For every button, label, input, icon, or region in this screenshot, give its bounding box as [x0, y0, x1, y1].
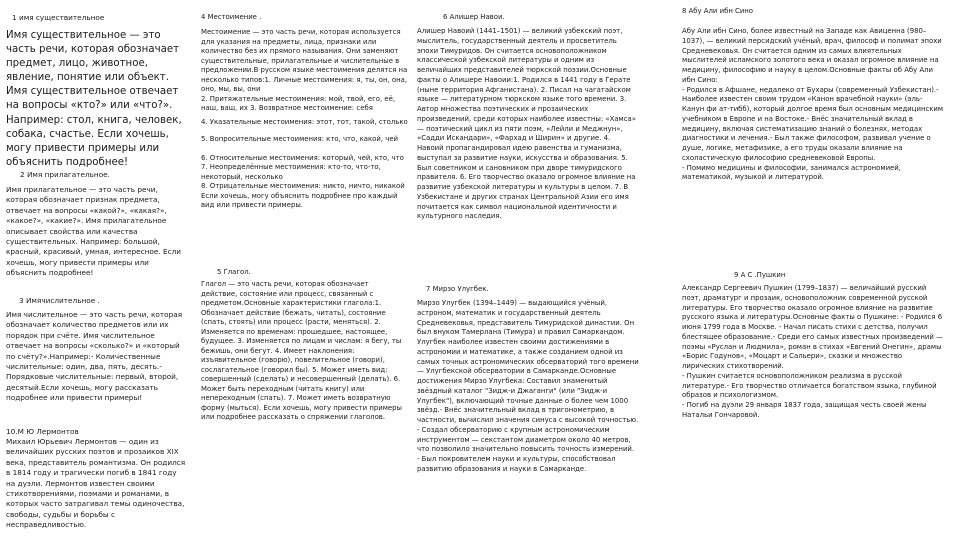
- section-body-adjective: Имя прилагательное — это часть речи, которая обозначает признак предмета, отвечает на вопросы «какой?», «какая?», «какое?», «какие?». Имя прилагательное описывает свойства или качества существительных. Например: большой, красный, красивый, умная, интересное. Если хочешь, могу привести примеры или объяснить подробнее!: [6, 185, 182, 278]
- section-title-adjective: 2 Имя прилагательное.: [20, 170, 110, 179]
- section-title-numeral: 3 Имячислительное .: [19, 296, 100, 305]
- section-body-navoi: Алишер Навоий (1441–1501) — великий узбекский поэт, мыслитель, государственный деятель и просветитель эпохи Тимуридов. Он считается основоположником классической узбекской литературы и одним из величайших представителей тюркской поэзии.Основные факты о Алишере Навоии:1. Родился в 1441 году в Герате (ныне территория Афганистана). 2. Писал на чагатайском языке — литературном тюркском языке того времени. 3. Автор множества поэтических и прозаических произведений, среди которых наиболее известны: «Хамса» — поэтический цикл из пяти поэм, «Лейли и Меджнун», «Садди Искандари», «Фархад и Ширин» и другие. 4. Навоий пропагандировал идею равенства и гуманизма, выступал за развитие науки, искусства и образования. 5. Был советником и сановником при дворе тимуридского правителя. 6. Его творчество оказало огромное влияние на развитие узбекской литературы и культуры в целом. 7. В Узбекистане и других странах Центральной Азии его имя почитается как символ национальной идентичности и культурного наследия.: [417, 27, 636, 221]
- section-body-pronoun: [201, 28, 409, 211]
- pronoun-line-8: 8. Отрицательные местоимения: никто, ничто, никакой: [201, 182, 405, 190]
- section-title-pushkin: 9 А С .Пушкин: [734, 271, 786, 279]
- section-title-noun: 1 имя существительное: [12, 13, 105, 22]
- avicenna-bullet-2: - Помимо медицины и философии, занимался астрономией, математикой, музыкой и литературой.: [682, 163, 901, 182]
- ulugbek-bullet-2: - Был покровителем науки и культуры, способствовал развитию образования и науки в Самарканде.: [417, 455, 616, 473]
- pronoun-closing: Если хочешь, могу объяснить подробнее про каждый вид или привести примеры.: [201, 191, 398, 209]
- section-title-verb: 5 Глагол.: [217, 268, 251, 276]
- section-title-ulugbek: 7 Мирзо Улугбек.: [426, 285, 489, 293]
- pushkin-bullet-1: - Пушкин считается основоположником реализма в русской литературе.- Его творчество отличается богатством языка, глубиной образов и психологизмом.: [682, 371, 937, 400]
- pronoun-line-5: 5. Вопросительные местоимения: кто, что, какой, чей: [201, 135, 399, 143]
- section-title-avicenna: 8 Абу Али ибн Сино: [682, 7, 754, 15]
- section-title-navoi: 6 Алишер Навои.: [443, 13, 505, 21]
- pronoun-intro: Местоимение — это часть речи, которая используется для указания на предметы, лица, признаки или количество без их прямого называния. Они заменяют существительные, прилагательные и числительные в предложении.В русском языке местоимения делятся на несколько типов:1. Личные местоимения: я, ты, он, она, оно, мы, вы, они: [201, 28, 408, 93]
- section-body-lermontov: Михаил Юрьевич Лермонтов — один из величайших русских поэтов и прозаиков XIX века, представитель романтизма. Он родился в 1814 году и трагически погиб в 1841 году на дуэли. Лермонтов известен своими стихотворениями, поэмами и романами, в которых часто затрагивал темы одиночества, свободы, судьбы и борьбы с несправедливостью.: [6, 437, 186, 530]
- section-title-lermontov: 10.М Ю Лермонтов: [6, 427, 79, 436]
- pronoun-line-2: 2. Притяжательные местоимения: мой, твой, его, её, наш, ваш, их 3. Возвратное местоимение: себя: [201, 94, 396, 112]
- section-body-numeral: Имя числительное — это часть речи, которая обозначает количество предметов или их порядок при счёте. Имя числительное отвечает на вопросы «сколько?» и «который по счёту?».Например:- Количественные числительные: один, два, пять, десять.- Порядковые числительные: первый, второй, десятый.Если хочешь, могу рассказать подробнее или привести примеры!: [6, 310, 183, 403]
- section-title-pronoun: 4 Местоимение .: [201, 13, 262, 21]
- section-body-avicenna: [682, 27, 944, 183]
- avicenna-main: Абу Али ибн Сино, более известный на Западе как Авиценна (980–1037), — великий персидский учёный, врач, философ и полимат эпохи Средневековья. Он считается одним из самых влиятельных мыслителей исламского золотого века и оказал огромное влияние на медицину, философию и науку в целом.Основные факты об Абу Али ибн Сино:: [682, 27, 942, 84]
- ulugbek-bullet-1: - Создал обсерваторию с крупным астрономическим инструментом — секстантом диаметром около 40 метров, что позволило значительно повысить точность измерений.: [417, 425, 635, 454]
- section-body-pushkin: [682, 284, 944, 421]
- section-body-ulugbek: [417, 299, 639, 475]
- pronoun-line-6: 6. Относительные местоимения: который, чей, кто, что: [201, 153, 404, 162]
- pronoun-line-7: 7. Неопределённые местоимения: кто-то, что-то, некоторый, несколько: [201, 163, 381, 181]
- section-body-verb: Глагол — это часть речи, которая обозначает действие, состояние или процесс, связанный с предметом.Основные характеристики глагола:1. Обозначает действие (бежать, читать), состояние (спать, стоять) или процесс (расти, меняться). 2. Изменяется по временам: прошедшее, настоящее, будущее. 3. Изменяется по лицам и числам: я бегу, ты бежишь, они бегут. 4. Имеет наклонения: изъявительное (говорю), повелительное (говори), сослагательное (говорил бы). 5. Может иметь вид: совершенный (сделать) и несовершенный (делать). 6. Может быть переходным (читать книгу) или непереходным (спать). 7. Может иметь возвратную форму (мыться). Если хочешь, могу привести примеры или подробнее рассказать о спряжении глаголов.: [201, 280, 402, 421]
- pronoun-line-4: 4. Указательные местоимения: этот, тот, такой, столько: [201, 117, 408, 126]
- ulugbek-main: Мирзо Улугбек (1394–1449) — выдающийся учёный, астроном, математик и государственный деятель Средневековья, представитель Тимуридской династии. Он был внуком Тамерлана (Тимура) и правил Самаркандом. Улугбек наиболее известен своими достижениями в астрономии и математике, а также созданием одной из самых точных астрономических обсерваторий того времени — Улугбекской обсерватории в Самарканде.Основные достижения Мирзо Улугбека: Составил знаменитый звёздный каталог "Зидж-и Джаганги" (или "Зидж-и Улугбек"), включающий точные данные о более чем 1000 звёзд.- Внёс значительный вклад в тригонометрию, в частности, вычислил значения синуса с высокой точностью.: [417, 299, 639, 424]
- avicenna-bullet-1: - Родился в Афшане, недалеко от Бухары (современный Узбекистан).- Наиболее известен своим трудом «Канон врачебной науки» (аль-Канун фи ат-тибб), который долгое время был основным медицинским учебником в Европе и на Востоке.- Внёс значительный вклад в медицину, включая систематизацию знаний о болезнях, методах диагностики и лечения.- Был также философом, развивал учение о душе, логике, метафизике, а его труды оказали влияние на схоластическую философию средневековой Европы.: [682, 85, 944, 162]
- pushkin-main: Александр Сергеевич Пушкин (1799–1837) — величайший русский поэт, драматург и прозаик, основоположник современной русской литературы. Его творчество оказало огромное влияние на развитие русского языка и литературы.Основные факты о Пушкине: - Родился 6 июня 1799 года в Москве. - Начал писать стихи с детства, получил блестящее образование.- Среди его самых известных произведений — поэмы «Руслан и Людмила», роман в стихах «Евгений Онегин», драмы «Борис Годунов», «Моцарт и Сальери», сказки и множество лирических стихотворений.: [682, 284, 943, 370]
- section-body-noun: Имя существительное — это часть речи, которая обозначает предмет, лицо, животное, явление, понятие или объект. Имя существительное отвечает на вопросы «кто?» или «что?». Например: стол, книга, человек, собака, счастье. Если хочешь, могу привести примеры или объяснить подробнее!: [6, 30, 182, 168]
- pushkin-bullet-2: - Погиб на дуэли 29 января 1837 года, защищая честь своей жены Натальи Гончаровой.: [682, 401, 927, 419]
